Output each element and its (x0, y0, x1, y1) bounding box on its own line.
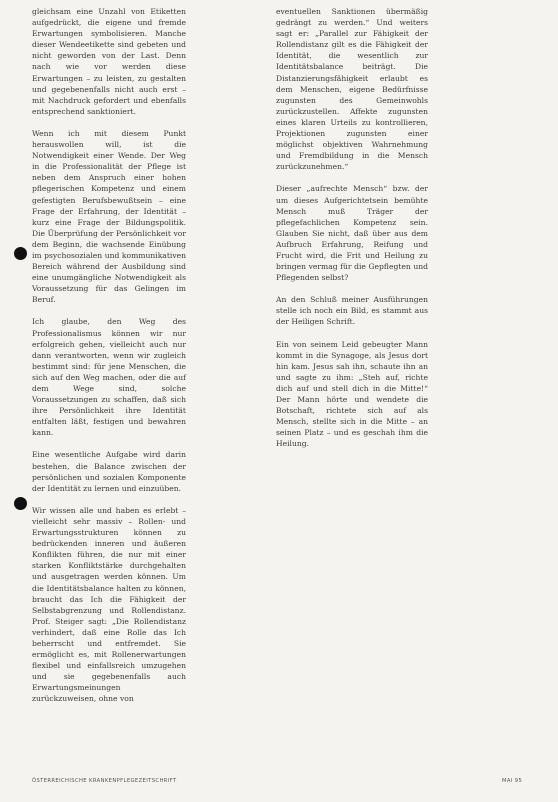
paragraph: Dieser „aufrechte Mensch“ bzw. der um dieses Aufgerichtetsein bemühte Mensch muß Träger der pflegefachlichen Kompetenz sein. Glauben Sie nicht, daß über aus dem Aufbruch Erfahrung, Reifung und Frucht wird, die Frit und Heilung zu bringen vermag für die Gepflegten und Pflegenden selbst? (276, 184, 428, 283)
footer-issue: MAI 95 (502, 778, 523, 784)
paragraph: Wir wissen alle und haben es erlebt – vielleicht sehr massiv – Rollen- und Erwartungsstrukturen können zu bedrückenden inneren und äußeren Konflikten führen, die nur mit einer starken Konfliktstärke durchgehalten und ausgetragen werden können. Um die Identitätsbalance halten zu können, braucht das Ich die Fähigkeit der Selbstabgrenzung und Rollendistanz. Prof. Steiger sagt: „Die Rollendistanz verhindert, daß eine Rolle das Ich beherrscht und entfremdet. Sie ermöglicht es, mit Rollenerwartungen flexibel und einfallsreich umzugehen und sie gegebenenfalls auch Erwartungsmeinungen zurückzuweisen, ohne von (32, 505, 186, 704)
paragraph: Ich glaube, den Weg des Professionalismus können wir nur erfolgreich gehen, vielleicht auch nur dann verantworten, wenn wir zugleich bestimmt sind: für jene Menschen, die sich auf den Weg machen, oder die auf dem Wege sind, solche Voraussetzungen zu schaffen, daß sich ihre Persönlichkeit ihre Identität entfalten läßt, festigen und bewahren kann. (32, 317, 186, 438)
punch-hole (14, 247, 27, 260)
footer-publication: ÖSTERREICHISCHE KRANKENPFLEGEZEITSCHRIFT (32, 778, 177, 784)
right-text-column (276, 6, 428, 460)
punch-hole (14, 497, 27, 510)
paragraph: gleichsam eine Unzahl von Etiketten aufgedrückt, die eigene und fremde Erwartungen symbolisieren. Manche dieser Wendeetikette sind gebeten und nicht geworden von der Last. Denn nach wie vor werden diese Erwartungen – zu leisten, zu gestalten und gegebenenfalls nicht auch erst – mit Nachdruck gefordert und ebenfalls entsprechend sanktioniert. (32, 7, 186, 116)
paragraph: Ein von seinem Leid gebeugter Mann kommt in die Synagoge, als Jesus dort hin kam. Jesus sah ihn, schaute ihn an und sagte zu ihm: „Steh auf, richte dich auf und stell dich in die Mitte!“ Der Mann hörte und wendete die Botschaft, richtete sich auf als Mensch, stellte sich in die Mitte – an seinen Platz – und es geschah ihm die Heilung. (276, 339, 428, 449)
paragraph: Wenn ich mit diesem Punkt herauswollen will, ist die Notwendigkeit einer Wende. Der Weg in die Professionalität der Pflege ist neben dem Anspruch einer hohen pflegerischen Kompetenz und einem gefestigten Berufsbewußtsein – eine Frage der Erfahrung, der Identität – kurz eine Frage der Bildungspolitik. Die Überprüfung der Persönlichkeit vor dem Beginn, die wachsende Einübung im psychosozialen und kommunikativen Bereich während der Ausbildung sind eine unumgängliche Notwendigkeit als Voraussetzung für das Gelingen im Beruf. (32, 128, 186, 305)
left-text-column (32, 6, 186, 716)
paragraph: eventuellen Sanktionen übermäßig gedrängt zu werden.“ Und weiters sagt er: „Parallel zur Fähigkeit der Rollendistanz gilt es die Fähigkeit der Identität, die wesentlich zur Identitätsbalance beiträgt. Die Distanzierungsfähigkeit erlaubt es dem Menschen, eigene Bedürfnisse zugunsten des Gemeinwohls zurückzustellen. Affekte zugunsten eines klaren Urteils zu kontrollieren, Projektionen zugunsten einer möglichst objektiven Wahrnehmung und Fremdbildung in die Mensch zurückzunehmen.“ (276, 7, 428, 172)
paragraph: An den Schluß meiner Ausführungen stelle ich noch ein Bild, es stammt aus der Heiligen Schrift. (276, 295, 428, 327)
paragraph: Eine wesentliche Aufgabe wird darin bestehen, die Balance zwischen der persönlichen und sozialen Komponente der Identität zu lernen und einzuüben. (32, 450, 186, 493)
